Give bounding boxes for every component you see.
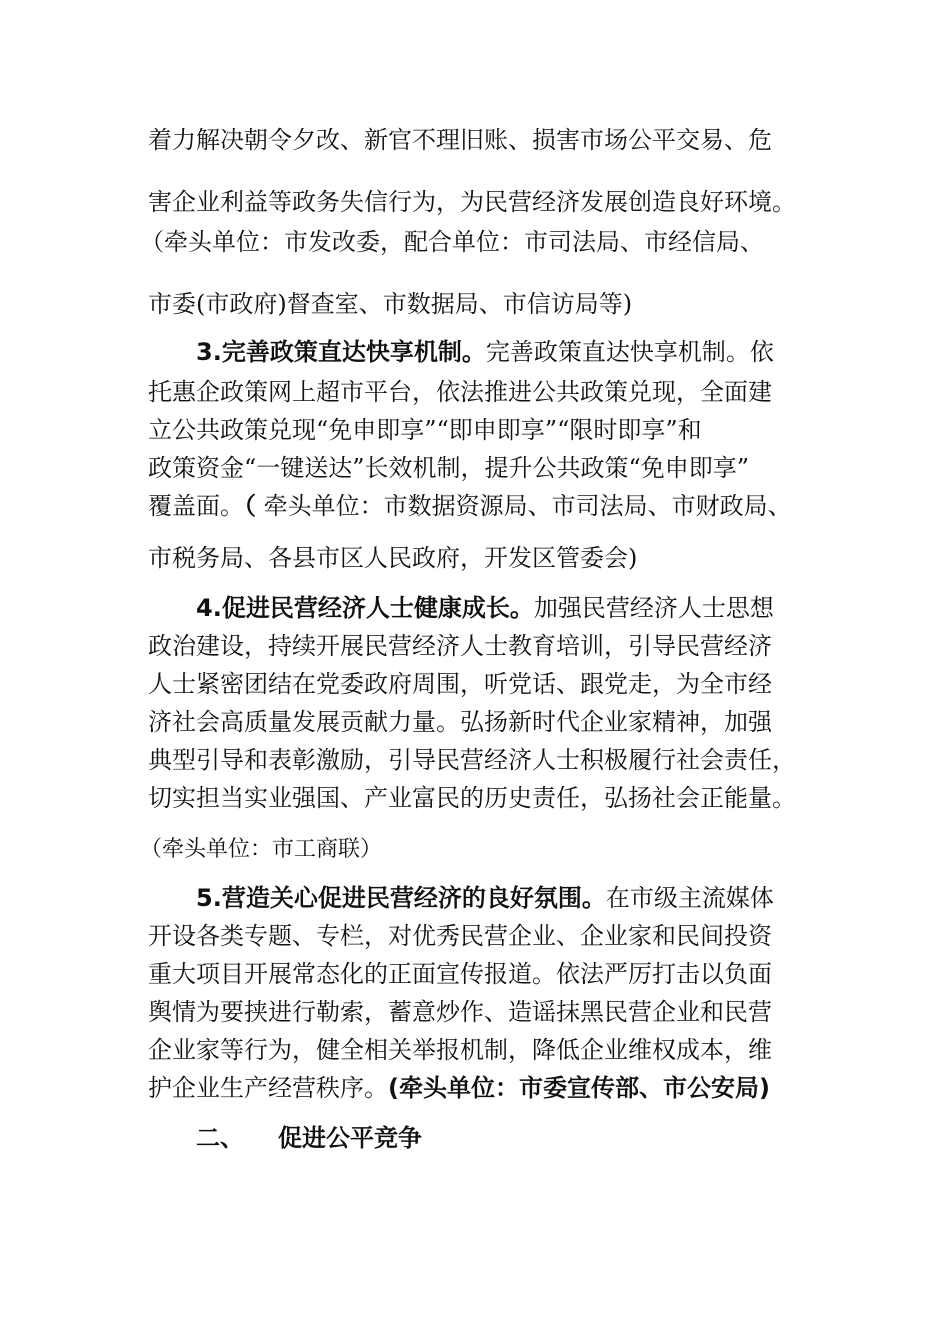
body-line: 市税务局、各县市区人民政府，开发区管委会) <box>148 544 638 572</box>
item-title: 5.营造关心促进民营经济的良好氛围。 <box>196 884 606 912</box>
body-line: 济社会高质量发展贡献力量。弘扬新时代企业家精神，加强 <box>148 708 772 736</box>
list-item-5 <box>196 882 774 914</box>
body-line: 托惠企政策网上超市平台，依法推进公共政策兑现，全面建 <box>148 378 772 406</box>
body-line <box>148 1072 770 1104</box>
section-heading <box>196 1122 422 1154</box>
lead-unit-note: （牵头单位：市发改委，配合单位：市司法局、市经信局、 <box>140 228 764 256</box>
item-text: 完善政策直达快享机制。依 <box>485 338 774 366</box>
body-line: 舆情为要挟进行勒索，蓄意炒作、造谣抹黑民营企业和民营 <box>148 998 772 1026</box>
item-text: 护企业生产经营秩序。 <box>148 1074 388 1102</box>
body-line <box>148 490 792 522</box>
item-title: 4.促进民营经济人士健康成长。 <box>196 594 534 622</box>
body-line: 开设各类专题、专栏，对优秀民营企业、企业家和民间投资 <box>148 922 772 950</box>
body-line: 害企业利益等政务失信行为，为民营经济发展创造良好环境。 <box>148 188 796 216</box>
body-line: 企业家等行为，健全相关举报机制，降低企业维权成本，维 <box>148 1036 772 1064</box>
body-line: 典型引导和表彰激励，引导民营经济人士积极履行社会责任， <box>148 746 796 774</box>
item-title: 3.完善政策直达快享机制。 <box>196 338 486 366</box>
body-line: 着力解决朝令夕改、新官不理旧账、损害市场公平交易、危 <box>148 126 772 154</box>
lead-unit-note: （牵头单位：市工商联） <box>140 837 383 862</box>
item-text: 加强民营经济人士思想 <box>533 594 774 622</box>
body-line: 人士紧密团结在党委政府周围，听党话、跟党走，为全市经 <box>148 670 772 698</box>
section-number: 二、 <box>196 1124 244 1152</box>
lead-unit-note: (牵头单位：市委宣传部、市公安局) <box>388 1074 770 1102</box>
list-item-3 <box>196 336 774 368</box>
body-line: 市委(市政府)督查室、市数据局、市信访局等) <box>148 290 633 318</box>
body-line: 立公共政策兑现“免申即享”“即申即享”“限时即享”和 <box>148 416 702 444</box>
item-text: 覆盖面。 <box>148 492 244 520</box>
body-line: 重大项目开展常态化的正面宣传报道。依法严厉打击以负面 <box>148 960 772 988</box>
lead-unit-note: 牵头单位：市数据资源局、市司法局、市财政局、 <box>256 492 792 520</box>
item-text: 在市级主流媒体 <box>605 884 774 912</box>
body-line: 切实担当实业强国、产业富民的历史责任，弘扬社会正能量。 <box>148 784 796 812</box>
body-line: 政策资金“一键送达”长效机制，提升公共政策“免申即享” <box>148 454 750 482</box>
body-line: 政治建设，持续开展民营经济人士教育培训，引导民营经济 <box>148 632 772 660</box>
list-item-4 <box>196 592 774 624</box>
paren-open: （ <box>244 492 256 520</box>
section-title: 促进公平竞争 <box>278 1124 422 1152</box>
